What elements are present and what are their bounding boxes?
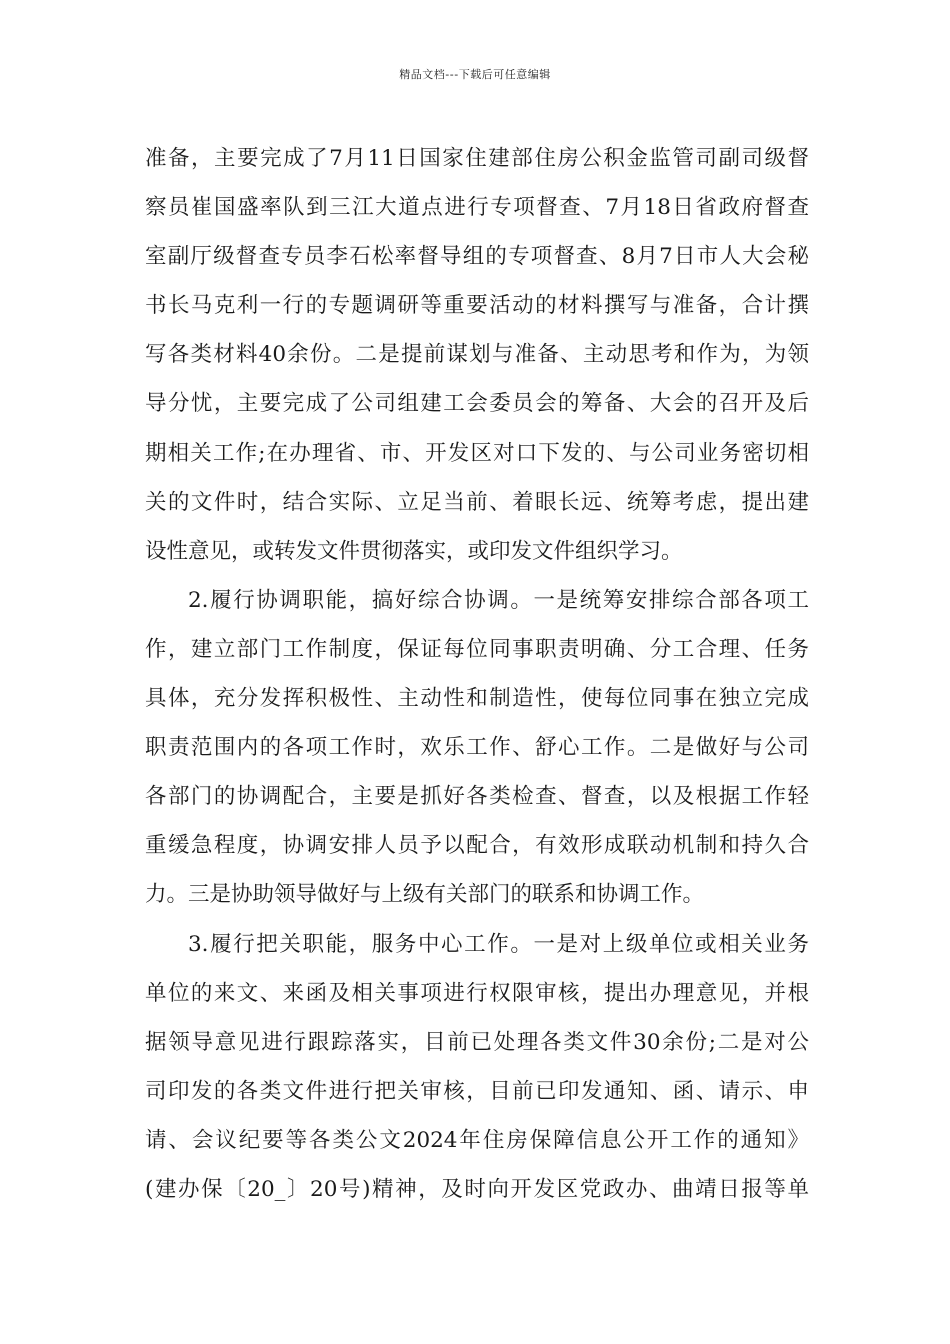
text-line: 书长马克利一行的专题调研等重要活动的材料撰写与准备，合计撰 — [145, 293, 809, 319]
text-line: 具体，充分发挥积极性、主动性和制造性，使每位同事在独立完成 — [145, 686, 809, 712]
text-line: 室副厅级督查专员李石松率督导组的专项督查、8月7日市人大会秘 — [145, 244, 809, 270]
text-line: 据领导意见进行跟踪落实，目前已处理各类文件30余份;二是对公 — [145, 1029, 809, 1055]
text-line: 请、会议纪要等各类公文2024年住房保障信息公开工作的通知》 — [145, 1127, 809, 1153]
text-line: 单位的来文、来函及相关事项进行权限审核，提出办理意见，并根 — [145, 980, 809, 1006]
text-line: 察员崔国盛率队到三江大道点进行专项督查、7月18日省政府督查 — [145, 195, 809, 221]
text-line: 力。三是协助领导做好与上级有关部门的联系和协调工作。 — [145, 882, 705, 908]
text-line: 期相关工作;在办理省、市、开发区对口下发的、与公司业务密切相 — [145, 440, 809, 466]
text-line: 设性意见，或转发文件贯彻落实，或印发文件组织学习。 — [145, 538, 683, 564]
text-line: 关的文件时，结合实际、立足当前、着眼长远、统筹考虑，提出建 — [145, 489, 809, 515]
text-line: 司印发的各类文件进行把关审核，目前已印发通知、函、请示、申 — [145, 1078, 809, 1104]
text-line: 作，建立部门工作制度，保证每位同事职责明确、分工合理、任务 — [145, 636, 809, 662]
paragraph-start-line: 3.履行把关职能，服务中心工作。一是对上级单位或相关业务 — [188, 931, 809, 957]
text-line: 各部门的协调配合，主要是抓好各类检查、督查，以及根据工作轻 — [145, 784, 809, 810]
text-line: 职责范围内的各项工作时，欢乐工作、舒心工作。二是做好与公司 — [145, 735, 809, 761]
document-body — [145, 134, 809, 1214]
text-line: 导分忧，主要完成了公司组建工会委员会的筹备、大会的召开及后 — [145, 391, 809, 417]
page-header: 精品文档---下载后可任意编辑 — [399, 68, 551, 81]
text-line: 准备，主要完成了7月11日国家住建部住房公积金监管司副司级督 — [145, 146, 809, 171]
text-line: (建办保〔20_〕20号)精神，及时向开发区党政办、曲靖日报等单 — [145, 1176, 809, 1202]
text-line: 重缓急程度，协调安排人员予以配合，有效形成联动机制和持久合 — [145, 833, 809, 859]
text-line: 写各类材料40余份。二是提前谋划与准备、主动思考和作为，为领 — [145, 342, 809, 368]
paragraph-start-line: 2.履行协调职能，搞好综合协调。一是统筹安排综合部各项工 — [188, 587, 809, 613]
